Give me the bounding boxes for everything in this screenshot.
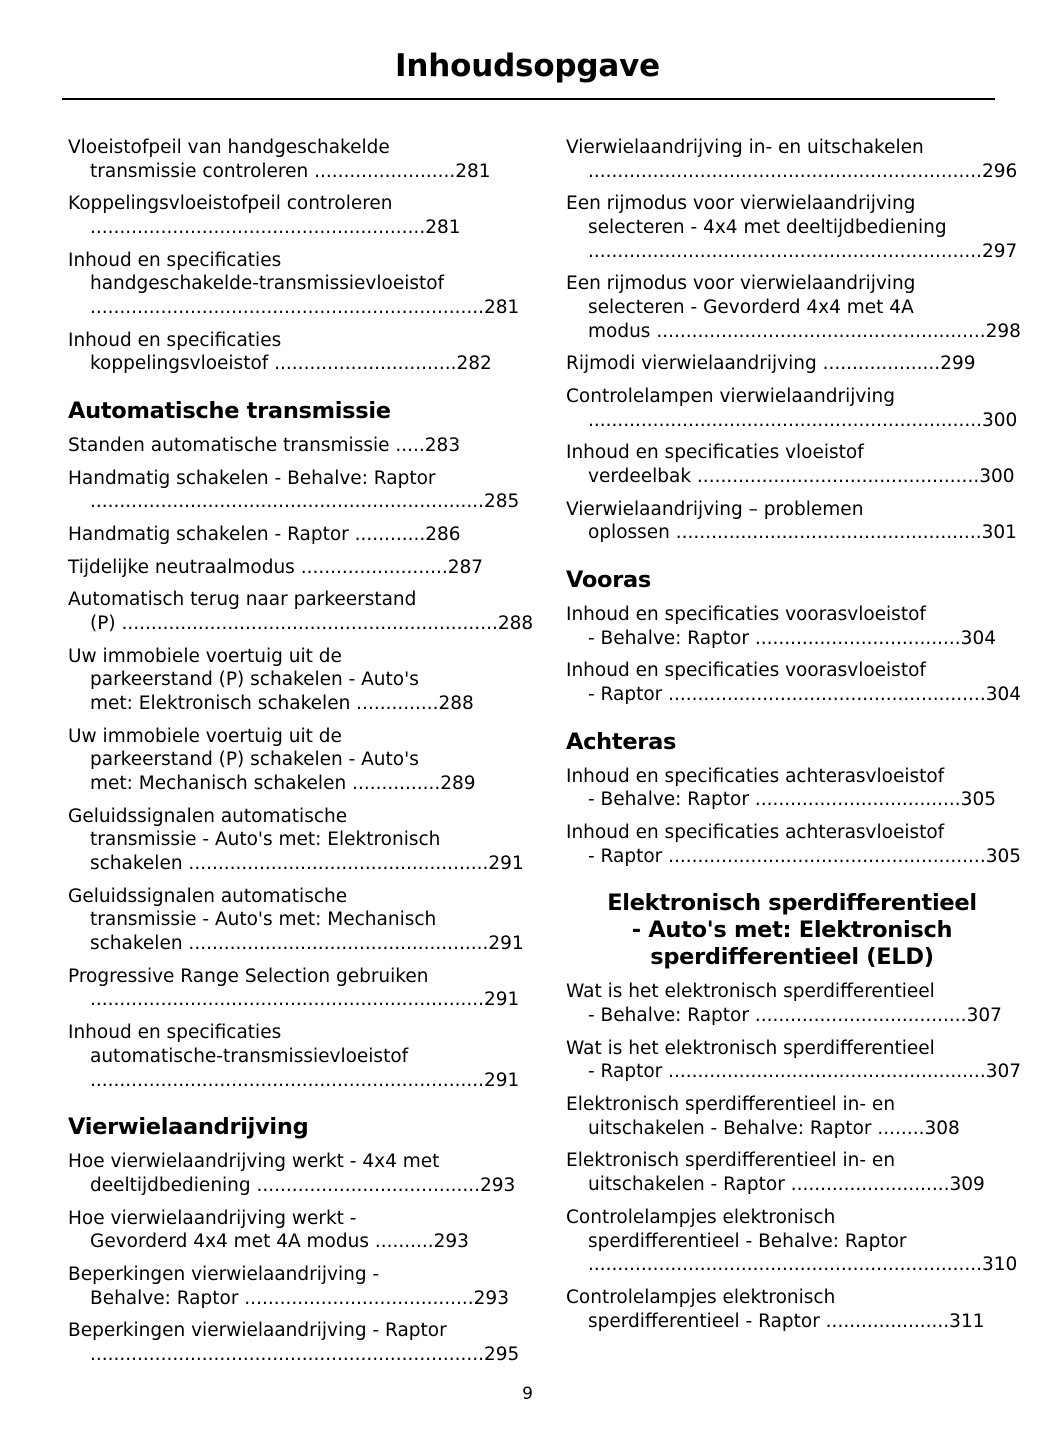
- toc-section-heading: Vooras: [566, 567, 651, 594]
- toc-entry-line: Behalve: Raptor .......................................293: [90, 1287, 509, 1309]
- toc-entry-line: parkeerstand (P) schakelen - Auto's: [90, 669, 419, 691]
- toc-entry-line: met: Mechanisch schakelen ...............289: [90, 773, 476, 795]
- toc-columns: [0, 100, 1055, 1376]
- toc-entry-line: Wat is het elektronisch sperdifferentieel: [566, 981, 935, 1003]
- toc-entry-line: ...................................................................300: [588, 409, 1018, 431]
- toc-entry-line: schakelen ...................................................291: [90, 933, 524, 955]
- toc-entry[interactable]: [566, 821, 1022, 868]
- toc-column-right: [566, 136, 1022, 1376]
- toc-entry-line: - Raptor ......................................................305: [588, 845, 1022, 867]
- toc-entry-line: Controlelampen vierwielaandrijving: [566, 386, 895, 408]
- toc-entry-line: Progressive Range Selection gebruiken: [68, 965, 429, 987]
- toc-entry-line: ...................................................................291: [90, 1069, 520, 1091]
- toc-entry[interactable]: [566, 498, 1018, 545]
- toc-entry-line: Inhoud en specificaties achterasvloeistof: [566, 822, 945, 844]
- toc-section-heading: Achteras: [566, 728, 677, 755]
- toc-entry[interactable]: [68, 1207, 520, 1254]
- toc-entry-line: - Raptor ......................................................307: [588, 1061, 1022, 1083]
- toc-entry[interactable]: [68, 1319, 520, 1366]
- toc-entry-line: Een rijmodus voor vierwielaandrijving: [566, 193, 916, 215]
- toc-entry-line: selecteren - Gevorderd 4x4 met 4A: [588, 297, 914, 319]
- toc-entry-line: modus ........................................................298: [588, 320, 1021, 342]
- toc-entry[interactable]: [68, 645, 520, 716]
- toc-entry[interactable]: [566, 441, 1018, 488]
- toc-entry-line: uitschakelen - Behalve: Raptor ........308: [588, 1117, 960, 1139]
- toc-entry-line: parkeerstand (P) schakelen - Auto's: [90, 749, 419, 771]
- toc-entry[interactable]: [68, 192, 520, 239]
- toc-entry-line: sperdifferentieel - Raptor .....................311: [588, 1310, 985, 1332]
- toc-entry-line: ...................................................................285: [90, 491, 520, 513]
- toc-entry[interactable]: [68, 1263, 520, 1310]
- toc-entry-line: Standen automatische transmissie .....283: [68, 435, 461, 457]
- toc-entry-line: Wat is het elektronisch sperdifferentieel: [566, 1037, 935, 1059]
- toc-entry-line: transmissie controleren ........................281: [90, 160, 491, 182]
- toc-entry-line: ...................................................................281: [90, 297, 520, 319]
- toc-entry-line: - Behalve: Raptor ...................................304: [588, 627, 996, 649]
- toc-entry-line: Geluidssignalen automatische: [68, 805, 348, 827]
- toc-section-heading-line: Elektronisch sperdifferentieel: [607, 890, 977, 917]
- toc-entry-line: uitschakelen - Raptor ...........................309: [588, 1174, 985, 1196]
- toc-entry[interactable]: [68, 965, 520, 1012]
- toc-entry-line: transmissie - Auto's met: Elektronisch: [90, 829, 441, 851]
- toc-entry-line: - Behalve: Raptor ....................................307: [588, 1005, 1002, 1027]
- toc-entry-line: Elektronisch sperdifferentieel in- en: [566, 1150, 896, 1172]
- toc-section-heading: Vierwielaandrijving: [68, 1114, 309, 1141]
- toc-entry-line: Inhoud en specificaties achterasvloeistof: [566, 765, 945, 787]
- toc-entry-line: oplossen ....................................................301: [588, 522, 1017, 544]
- toc-entry[interactable]: [68, 467, 520, 514]
- toc-entry-line: automatische-transmissievloeistof: [90, 1045, 409, 1067]
- toc-entry-line: Geluidssignalen automatische: [68, 885, 348, 907]
- toc-entry-line: Inhoud en specificaties: [68, 1022, 282, 1044]
- toc-entry-line: Controlelampjes elektronisch: [566, 1206, 836, 1228]
- toc-entry-line: Beperkingen vierwielaandrijving -: [68, 1263, 380, 1285]
- toc-entry[interactable]: [68, 249, 520, 320]
- toc-entry-line: Inhoud en specificaties: [68, 329, 282, 351]
- toc-entry[interactable]: [566, 1286, 1018, 1333]
- toc-entry-line: - Raptor ......................................................304: [588, 684, 1022, 706]
- toc-section-heading-line: - Auto's met: Elektronisch: [631, 917, 953, 944]
- toc-entry[interactable]: [566, 1037, 1022, 1084]
- toc-entry-line: Inhoud en specificaties voorasvloeistof: [566, 604, 926, 626]
- toc-entry[interactable]: [566, 980, 1018, 1027]
- page-number: 9: [522, 1384, 533, 1404]
- toc-entry-line: - Behalve: Raptor ...................................305: [588, 789, 996, 811]
- toc-entry-line: Hoe vierwielaandrijving werkt -: [68, 1207, 357, 1229]
- toc-entry[interactable]: [68, 329, 520, 376]
- toc-entry[interactable]: [68, 1150, 520, 1197]
- toc-entry[interactable]: [566, 765, 1018, 812]
- toc-entry-line: Beperkingen vierwielaandrijving - Raptor: [68, 1320, 447, 1342]
- toc-entry-line: Uw immobiele voertuig uit de: [68, 725, 342, 747]
- toc-entry-line: .........................................................281: [90, 217, 461, 239]
- toc-entry[interactable]: [68, 434, 520, 458]
- toc-entry-line: ...................................................................295: [90, 1343, 520, 1365]
- toc-entry[interactable]: [566, 659, 1022, 706]
- toc-entry-line: Controlelampjes elektronisch: [566, 1286, 836, 1308]
- toc-entry-line: Een rijmodus voor vierwielaandrijving: [566, 273, 916, 295]
- toc-entry[interactable]: [566, 603, 1018, 650]
- toc-entry-line: Handmatig schakelen - Raptor ............286: [68, 524, 461, 546]
- toc-entry-line: transmissie - Auto's met: Mechanisch: [90, 909, 437, 931]
- toc-entry[interactable]: [68, 588, 534, 635]
- toc-entry-line: Vloeistofpeil van handgeschakelde: [68, 137, 390, 158]
- toc-entry[interactable]: [566, 352, 1018, 376]
- toc-entry-line: ...................................................................297: [588, 240, 1018, 262]
- toc-entry[interactable]: [68, 1021, 520, 1092]
- toc-entry-line: verdeelbak ................................................300: [588, 466, 1015, 488]
- page-title: Inhoudsopgave: [395, 48, 660, 84]
- toc-section-heading: [566, 890, 1018, 971]
- toc-entry[interactable]: [566, 272, 1021, 343]
- toc-entry[interactable]: [566, 192, 1018, 263]
- toc-entry-line: Koppelingsvloeistofpeil controleren: [68, 193, 393, 215]
- toc-entry-line: Gevorderd 4x4 met 4A modus ..........293: [90, 1231, 469, 1253]
- toc-entry-line: met: Elektronisch schakelen ..............288: [90, 693, 474, 715]
- toc-entry-line: Uw immobiele voertuig uit de: [68, 645, 342, 667]
- toc-entry-line: ...................................................................296: [588, 160, 1018, 182]
- toc-section-heading: Automatische transmissie: [68, 398, 391, 425]
- toc-entry-line: selecteren - 4x4 met deeltijdbediening: [588, 217, 947, 239]
- toc-entry-line: schakelen ...................................................291: [90, 853, 524, 875]
- toc-entry-line: Handmatig schakelen - Behalve: Raptor: [68, 467, 436, 489]
- toc-entry-line: Inhoud en specificaties vloeistof: [566, 442, 864, 464]
- toc-column-left: [68, 136, 534, 1376]
- toc-entry[interactable]: [68, 885, 524, 956]
- toc-entry-line: deeltijdbediening ......................................293: [90, 1174, 516, 1196]
- toc-entry[interactable]: [566, 136, 1018, 183]
- toc-entry-line: Inhoud en specificaties: [68, 249, 282, 271]
- toc-entry[interactable]: [566, 1093, 1018, 1140]
- toc-entry-line: Tijdelijke neutraalmodus .........................287: [68, 556, 484, 578]
- toc-entry[interactable]: [68, 725, 520, 796]
- toc-entry[interactable]: [68, 556, 520, 580]
- toc-entry-line: ...................................................................310: [588, 1254, 1018, 1276]
- toc-entry-line: koppelingsvloeistof ...............................282: [90, 353, 492, 375]
- toc-entry[interactable]: [68, 136, 520, 183]
- toc-entry-line: Vierwielaandrijving – problemen: [566, 498, 864, 520]
- toc-entry-line: handgeschakelde-transmissievloeistof: [90, 273, 445, 295]
- toc-entry-line: Elektronisch sperdifferentieel in- en: [566, 1094, 896, 1116]
- toc-entry[interactable]: [566, 1206, 1018, 1277]
- toc-entry-line: sperdifferentieel - Behalve: Raptor: [588, 1230, 907, 1252]
- toc-section-heading-line: sperdifferentieel (ELD): [650, 944, 934, 971]
- toc-entry-line: Automatisch terug naar parkeerstand: [68, 589, 417, 611]
- toc-entry[interactable]: [68, 523, 520, 547]
- toc-entry-line: Inhoud en specificaties voorasvloeistof: [566, 660, 926, 682]
- toc-entry-line: (P) ................................................................288: [90, 613, 534, 635]
- toc-entry-line: Rijmodi vierwielaandrijving ....................299: [566, 353, 976, 375]
- toc-entry-line: ...................................................................291: [90, 989, 520, 1011]
- toc-entry[interactable]: [566, 385, 1018, 432]
- toc-entry[interactable]: [566, 1149, 1018, 1196]
- toc-entry[interactable]: [68, 805, 524, 876]
- toc-entry-line: Hoe vierwielaandrijving werkt - 4x4 met: [68, 1151, 440, 1173]
- toc-entry-line: Vierwielaandrijving in- en uitschakelen: [566, 137, 924, 158]
